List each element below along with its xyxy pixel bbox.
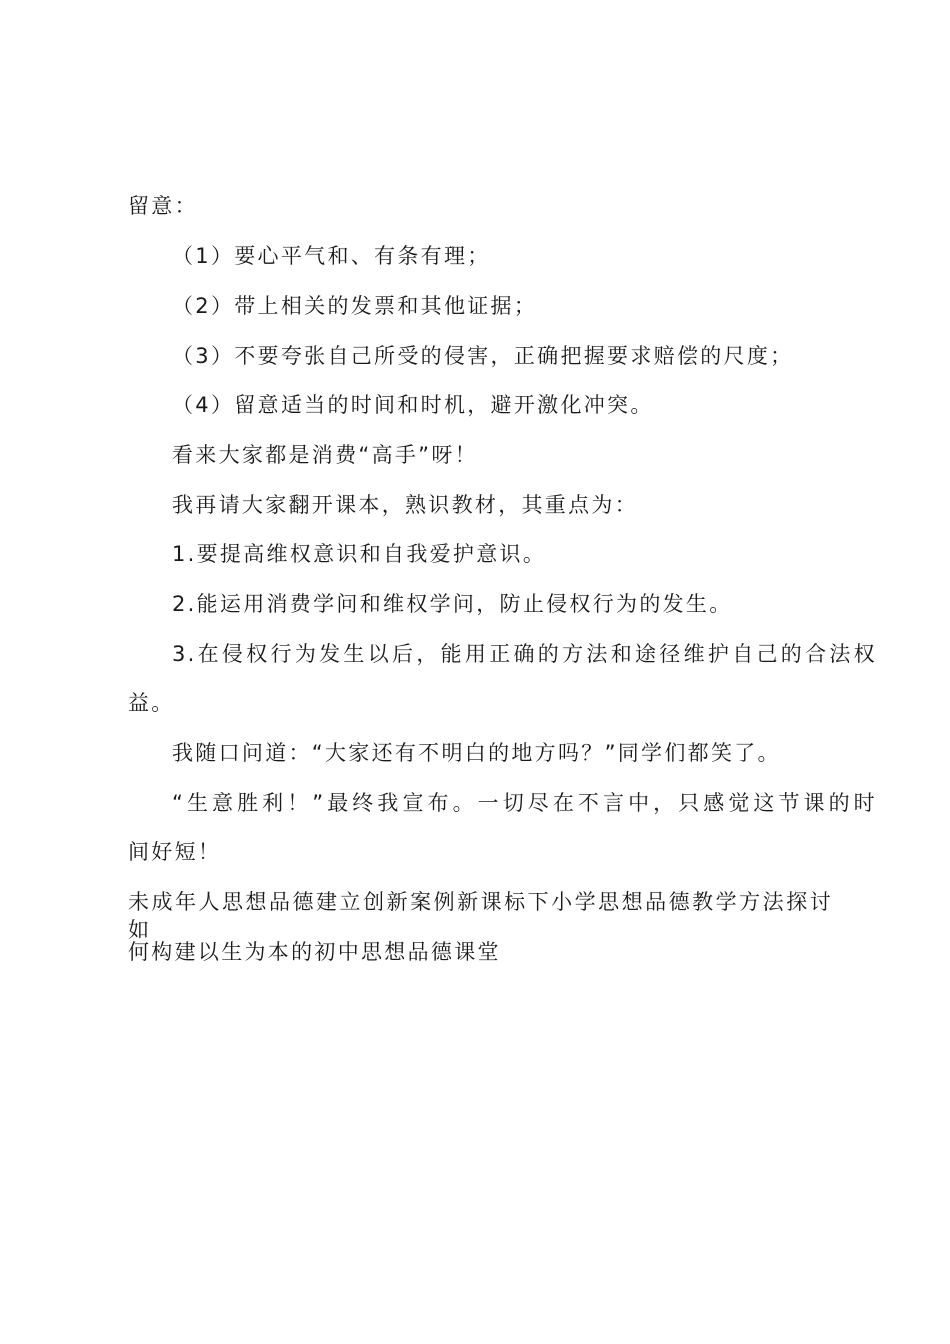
list-item-2: （2）带上相关的发票和其他证据；	[172, 294, 538, 318]
related-titles-line-2: 何构建以生为本的初中思想品德课堂	[128, 940, 501, 964]
key-point-3-line-1: 3.在侵权行为发生以后，能用正确的方法和途径维护自己的合法权	[172, 642, 877, 666]
paragraph-question: 我随口问道：“大家还有不明白的地方吗？”同学们都笑了。	[172, 741, 781, 765]
list-item-3: （3）不要夸张自己所受的侵害，正确把握要求赔偿的尺度；	[172, 344, 794, 368]
paragraph-consumer-experts: 看来大家都是消费“高手”呀！	[172, 443, 478, 467]
paragraph-conclusion-line-2: 间好短！	[128, 840, 222, 864]
related-titles-line-1: 未成年人思想品德建立创新案例新课标下小学思想品德教学方法探讨如	[128, 890, 833, 942]
paragraph-open-textbook: 我再请大家翻开课本，熟识教材，其重点为：	[172, 493, 638, 517]
key-point-3-line-2: 益。	[128, 691, 175, 715]
key-point-1: 1.要提高维权意识和自我爱护意识。	[172, 542, 547, 566]
paragraph-conclusion-line-1: “生意胜利！”最终我宣布。一切尽在不言中，只感觉这节课的时	[172, 791, 877, 815]
paragraph-line-note-heading: 留意：	[128, 194, 198, 218]
list-item-1: （1）要心平气和、有条有理；	[172, 244, 491, 268]
key-point-2: 2.能运用消费学问和维权学问，防止侵权行为的发生。	[172, 592, 733, 616]
list-item-4: （4）留意适当的时间和时机，避开激化冲突。	[172, 393, 654, 417]
